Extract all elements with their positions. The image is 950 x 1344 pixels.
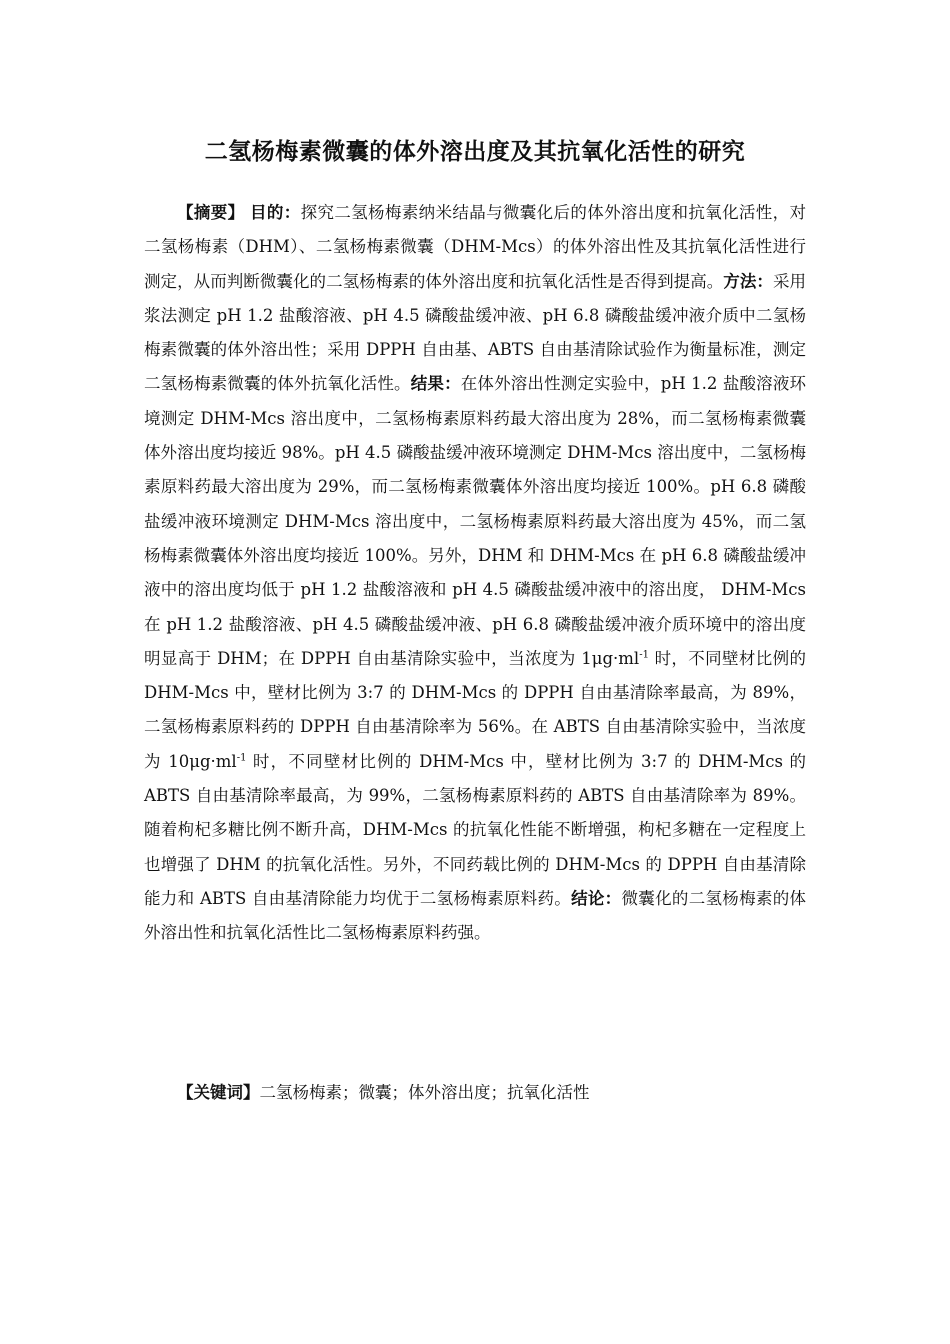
result-text-3: 时，不同壁材比例的 DHM-Mcs 中，壁材比例为 3:7 的 DHM-Mcs 的 ABTS 自由基清除率最高，为 99%，二氢杨梅素原料药的 ABTS 自由基清除率为 89%。随着枸杞多糖比例不断升高，DHM-Mcs 的抗氧化性能不断增强，枸杞多糖在一定程度上也增强了 DHM 的抗氧化活性。另外，不同药载比例的 DHM-Mcs 的 DPPH 自由基清除能力和 ABTS 自由基清除能力均优于二氢杨梅素原料药。 bbox=[144, 751, 806, 908]
keywords-label: 【关键词】 bbox=[177, 1083, 260, 1102]
method-text: 采用浆法测定 pH 1.2 盐酸溶液、pH 4.5 磷酸盐缓冲液、pH 6.8 磷酸盐缓冲液介质中二氢杨梅素微囊的体外溶出性；采用 DPPH 自由基、ABTS 自由基清除试验作为衡量标准，测定二氢杨梅素微囊的体外抗氧化活性。 bbox=[144, 271, 807, 394]
method-label: 方法： bbox=[723, 271, 773, 291]
conclusion-text: 微囊化的二氢杨梅素的体外溶出性和抗氧化活性比二氢杨梅素原料药强。 bbox=[144, 888, 806, 943]
purpose-label: 目的： bbox=[250, 203, 301, 222]
keywords-line bbox=[144, 1076, 806, 1110]
purpose-text: 探究二氢杨梅素纳米结晶与微囊化后的体外溶出度和抗氧化活性，对二氢杨梅素（DHM）、二氢杨梅素微囊（DHM-Mcs）的体外溶出性及其抗氧化活性进行测定，从而判断微囊化的二氢杨梅素的体外溶出度和抗氧化活性是否得到提高。 bbox=[144, 203, 807, 291]
abstract-label: 【摘要】 bbox=[177, 203, 245, 222]
keywords-text: 二氢杨梅素；微囊；体外溶出度；抗氧化活性 bbox=[259, 1083, 590, 1102]
abstract-paragraph bbox=[144, 196, 806, 951]
unit-superscript-2: -1 bbox=[236, 752, 247, 764]
result-text-1: 在体外溶出性测定实验中，pH 1.2 盐酸溶液环境测定 DHM-Mcs 溶出度中，二氢杨梅素原料药最大溶出度为 28%，而二氢杨梅素微囊体外溶出度均接近 98%。pH 4.5 磷酸盐缓冲液环境测定 DHM-Mcs 溶出度中，二氢杨梅素原料药最大溶出度为 29%，而二氢杨梅素微囊体外溶出度均接近 100%。pH 6.8 磷酸盐缓冲液环境测定 DHM-Mcs 溶出度中，二氢杨梅素原料药最大溶出度为 45%，而二氢杨梅素微囊体外溶出度均接近 100%。另外，DHM 和 DHM-Mcs 在 pH 6.8 磷酸盐缓冲液中的溶出度均低于 pH 1.2 盐酸溶液和 pH 4.5 磷酸盐缓冲液中的溶出度， DHM-Mcs 在 pH 1.2 盐酸溶液、pH 4.5 磷酸盐缓冲液、pH 6.8 磷酸盐缓冲液介质环境中的溶出度明显高于 DHM；在 DPPH 自由基清除实验中，当浓度为 1μg·ml bbox=[144, 374, 807, 668]
paper-title: 二氢杨梅素微囊的体外溶出度及其抗氧化活性的研究 bbox=[204, 139, 746, 165]
conclusion-label: 结论： bbox=[571, 888, 622, 908]
unit-superscript-1: -1 bbox=[639, 649, 649, 661]
result-text-2: 时，不同壁材比例的 DHM-Mcs 中，壁材比例为 3:7 的 DHM-Mcs 的 DPPH 自由基清除率最高，为 89%，二氢杨梅素原料药的 DPPH 自由基清除率为 56%。在 ABTS 自由基清除实验中，当浓度为 10μg·ml bbox=[144, 648, 806, 771]
result-label: 结果： bbox=[410, 374, 461, 394]
